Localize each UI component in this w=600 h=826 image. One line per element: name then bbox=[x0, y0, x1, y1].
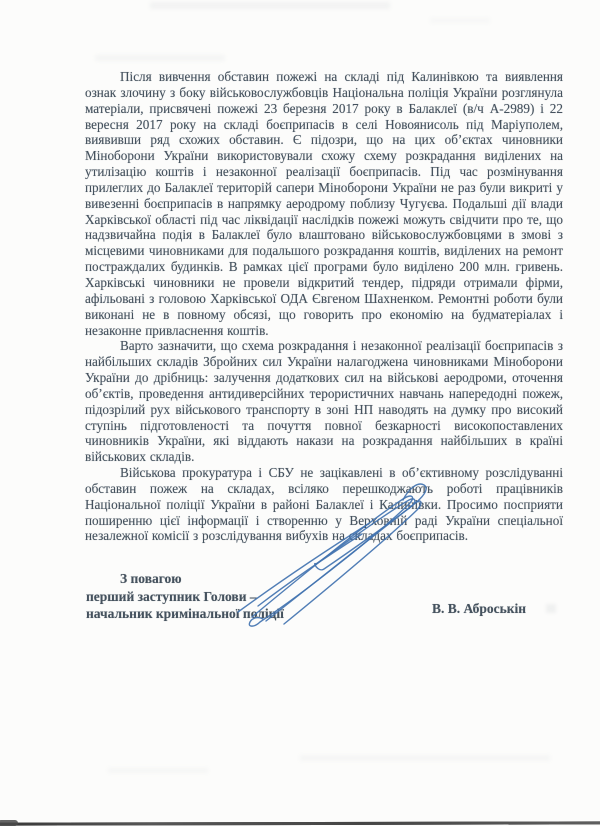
paragraph: Після вивчення обставин пожежі на складі під Калинівкою та виявлення ознак злочину з боку військовослужбовців Національна поліція України розглянула матеріали, присвячені пожежі 23 березня 2017 року в Балаклеї (в/ч А-2989) і 22 вересня 2017 року на складі боєприпасів в селі Новоянисоль під Маріуполем, виявивши ряд схожих обставин. Є підозри, що на цих об’єктах чиновники Міноборони України використовували схожу схему розкрадання виділених на утилізацію коштів і незаконної реалізації боєприпасів. Під час розмінування прилеглих до Балаклеї територій сапери Міноборони України не раз були викриті у вивезенні боєприпасів в напрямку аеродрому поблизу Чугуєва. Подальші дії влади Харківської області під час ліквідації наслідків пожежі можуть свідчити про те, що надзвичайна подія в Балаклеї було влаштовано військовослужбовцями в змові з місцевими чиновниками для подальшого розкрадання коштів, виділених на ремонт постраждалих будинків. В рамках цієї програми було виділено 200 млн. гривень. Харківські чиновники не провели відкритий тендер, підряди отримали фірми, афільовані з головою Харківської ОДА Євгеном Шахненком. Ремонтні роботи були виконані не в повному обсязі, що говорить про економію на будматеріалах і незаконне привласнення коштів. bbox=[85, 69, 563, 338]
closing-salutation: З повагою bbox=[120, 571, 182, 586]
paragraph: Військова прокуратура і СБУ не зацікавлені в об’єктивному розслідуванні обставин пожеж на складах, всіляко перешкоджають роботі працівників Національної поліції України в районі Балаклеї і Калинівки. Просимо посприяти поширенню цієї інформації і створенню у Верховній раді України спеціальної незалежної комісії з розслідування вибухів на складах боєприпасів. bbox=[85, 465, 563, 544]
closing-block bbox=[86, 570, 284, 623]
scan-edge-blob bbox=[0, 820, 18, 826]
scan-artifact bbox=[150, 2, 390, 9]
scan-artifact bbox=[300, 755, 550, 761]
letter-body bbox=[85, 69, 563, 544]
scan-edge-line bbox=[0, 821, 600, 825]
scan-artifact bbox=[546, 604, 556, 613]
closing-title-line-2: начальник кримінальної поліції bbox=[86, 606, 284, 621]
paragraph: Варто зазначити, що схема розкрадання і незаконної реалізації боєприпасів з найбільших складів Збройних сил України налагоджена чиновниками Міноборони України до дрібниць: залучення додаткових сил на військові аеродроми, оточення об’єктів, проведення антидиверсійних терористичних навчань напередодні пожеж, підозрілий рух військового транспорту в зоні НП наводять на думку про високий ступінь підготовленості та почуття повної безкарності високопоставлених чиновників України, які віддають накази на розкрадання найбільших в країні військових складів. bbox=[85, 338, 563, 465]
closing-title-line-1: перший заступник Голови – bbox=[86, 588, 257, 604]
scan-artifact bbox=[95, 55, 225, 61]
signer-name: В. В. Аброськін bbox=[432, 601, 527, 616]
scan-artifact bbox=[108, 768, 208, 773]
scan-artifact bbox=[430, 18, 490, 23]
